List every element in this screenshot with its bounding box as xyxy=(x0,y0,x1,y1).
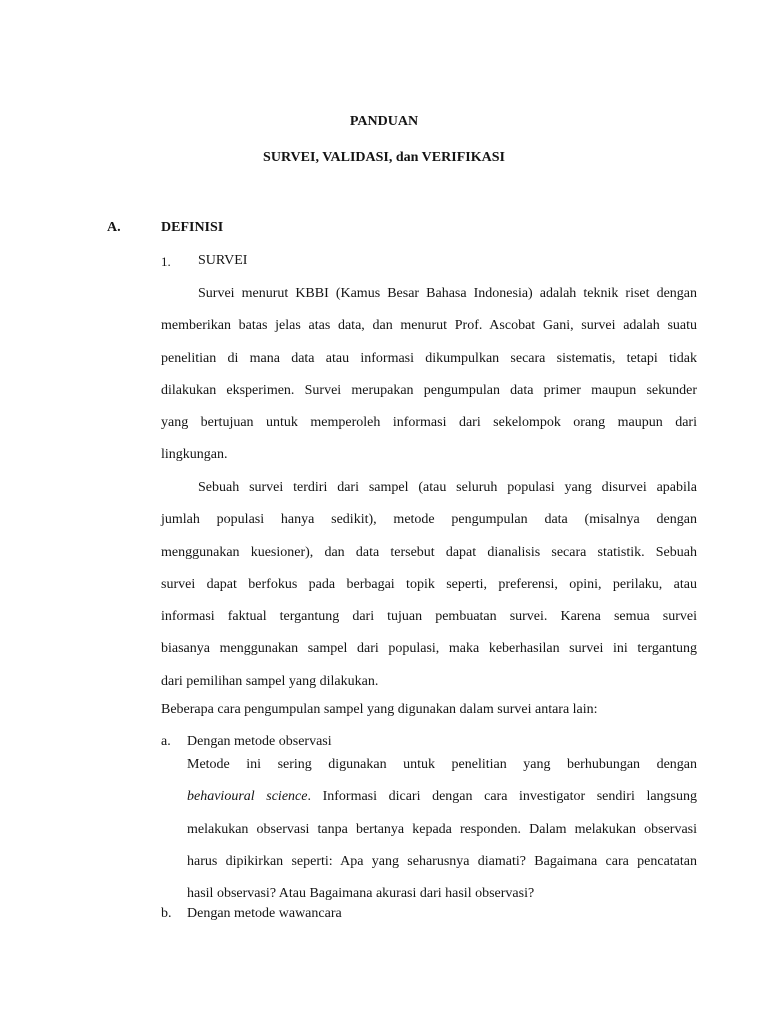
item-label: SURVEI xyxy=(198,253,248,268)
paragraph-line: Metode ini sering digunakan untuk penelitian yang berhubungan dengan xyxy=(187,757,697,772)
method-b-title: Dengan metode wawancara xyxy=(187,906,342,921)
paragraph-line: Survei menurut KBBI (Kamus Besar Bahasa Indonesia) adalah teknik riset dengan xyxy=(198,286,697,301)
method-b-marker: b. xyxy=(161,906,172,921)
section-marker: A. xyxy=(107,220,121,235)
paragraph-survei-components xyxy=(161,472,697,698)
paragraph-line: dilakukan eksperimen. Survei merupakan pengumpulan data primer maupun sekunder xyxy=(161,382,697,398)
paragraph-line: dari pemilihan sampel yang dilakukan. xyxy=(161,673,379,689)
method-a-description xyxy=(187,749,697,910)
paragraph-line: melakukan observasi tanpa bertanya kepada responden. Dalam melakukan observasi xyxy=(187,821,697,837)
method-a-title: Dengan metode observasi xyxy=(187,734,332,749)
paragraph-line: menggunakan kuesioner), dan data tersebut dapat dianalisis secara statistik. Sebuah xyxy=(161,544,697,560)
paragraph-line: biasanya menggunakan sampel dari populasi, maka keberhasilan survei ini tergantung xyxy=(161,641,697,657)
paragraph-line: survei dapat berfokus pada berbagai topik seperti, preferensi, opini, perilaku, atau xyxy=(161,576,697,592)
paragraph-line: informasi faktual tergantung dari tujuan pembuatan survei. Karena semua survei xyxy=(161,609,697,625)
paragraph-line: lingkungan. xyxy=(161,447,228,463)
paragraph-survei-definition xyxy=(161,278,697,472)
section-heading: DEFINISI xyxy=(161,220,224,235)
methods-intro: Beberapa cara pengumpulan sampel yang digunakan dalam survei antara lain: xyxy=(161,702,598,717)
paragraph-line: hasil observasi? Atau Bagaimana akurasi dari hasil observasi? xyxy=(187,886,535,902)
paragraph-line: harus dipikirkan seperti: Apa yang seharusnya diamati? Bagaimana cara pencatatan xyxy=(187,853,697,869)
document-title: PANDUAN xyxy=(349,114,419,129)
method-a-marker: a. xyxy=(161,734,171,749)
italic-term: behavioural science xyxy=(187,789,308,805)
paragraph-line: memberikan batas jelas atas data, dan menurut Prof. Ascobat Gani, survei adalah suatu xyxy=(161,318,697,334)
paragraph-line: jumlah populasi hanya sedikit), metode pengumpulan data (misalnya dengan xyxy=(161,512,697,528)
paragraph-line: penelitian di mana data atau informasi dikumpulkan secara sistematis, tetapi tidak xyxy=(161,350,697,366)
line-remainder: . Informasi dicari dengan cara investigator sendiri langsung xyxy=(307,789,698,805)
item-number: 1. xyxy=(161,254,171,269)
paragraph-line xyxy=(187,781,697,813)
paragraph-line: yang bertujuan untuk memperoleh informasi dari sekelompok orang maupun dari xyxy=(161,415,697,431)
paragraph-line: Sebuah survei terdiri dari sampel (atau seluruh populasi yang disurvei apabila xyxy=(198,480,697,495)
document-subtitle: SURVEI, VALIDASI, dan VERIFIKASI xyxy=(263,150,505,165)
